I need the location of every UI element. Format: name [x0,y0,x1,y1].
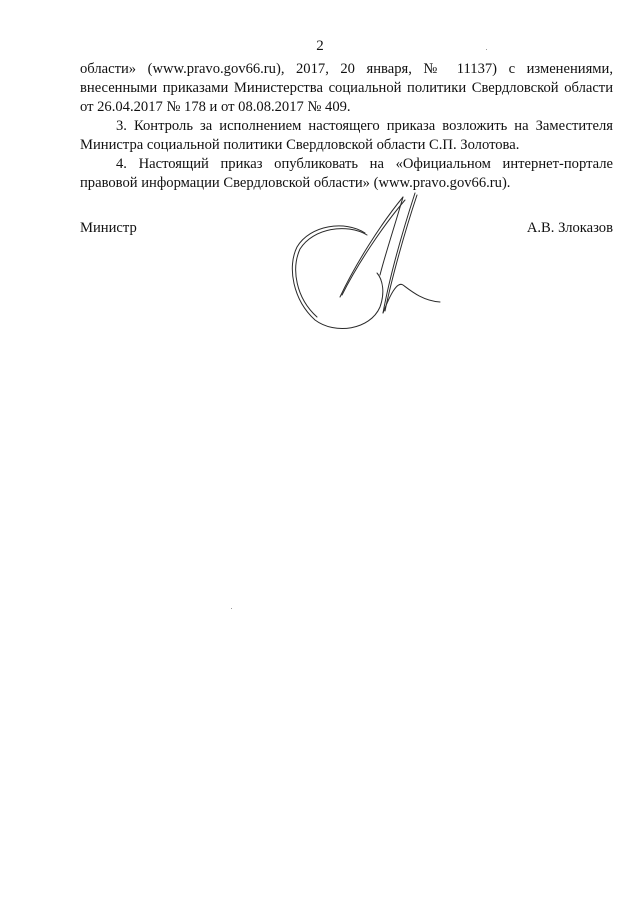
scan-speck [231,608,232,609]
document-body [80,60,613,193]
paragraph-4-publication: 4. Настоящий приказ опубликовать на «Официальном интернет-портале правовой информации Свердловской области» (www.pravo.gov66.ru). [80,156,613,191]
page-number: 2 [316,38,324,54]
signatory-position: Министр [80,220,137,236]
scan-speck [486,49,487,50]
handwritten-signature [285,185,445,335]
paragraph-continuation: области» (www.pravo.gov66.ru), 2017, 20 января, № 11137) с изменениями, внесенными приказами Министерства социальной политики Свердловской области от 26.04.2017 № 178 и от 08.08.2017 № 409. [80,61,613,115]
signatory-name: А.В. Злоказов [526,220,613,236]
paragraph-3-control: 3. Контроль за исполнением настоящего приказа возложить на Заместителя Министра социальной политики Свердловской области С.П. Золотова. [80,118,613,153]
